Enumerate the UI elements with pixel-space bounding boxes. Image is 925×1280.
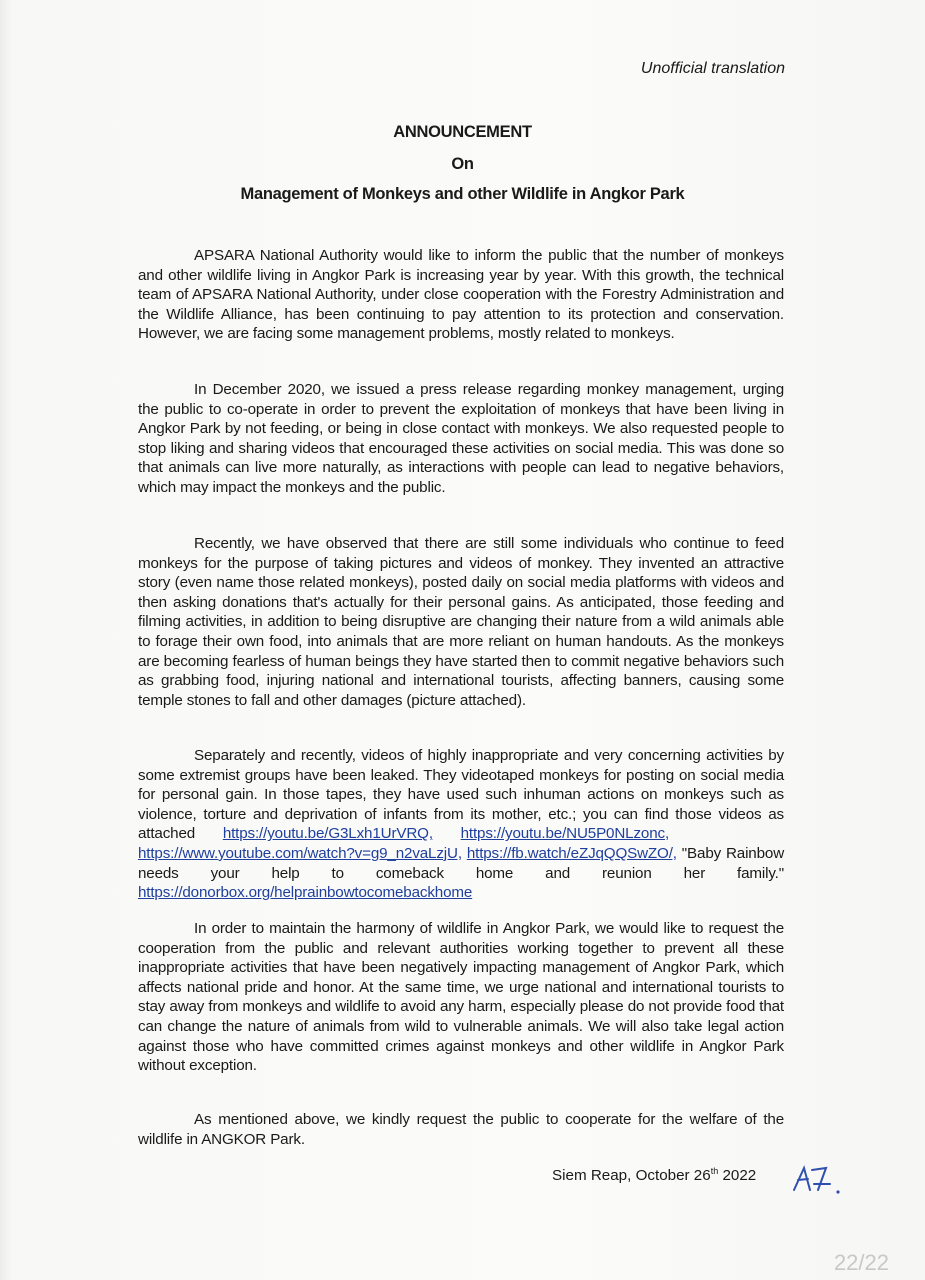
subject-heading: Management of Monkeys and other Wildlife in Angkor Park	[240, 185, 685, 203]
paragraph-1	[138, 246, 784, 344]
video-link-3[interactable]: https://www.youtube.com/watch?v=g9_n2vaLzjU,	[138, 844, 462, 862]
donation-link[interactable]: https://donorbox.org/helprainbowtocomebackhome	[138, 884, 473, 902]
page-number: 22/22	[833, 1250, 889, 1275]
paragraph-5-text: In order to maintain the harmony of wildlife in Angkor Park, we would like to request the cooperation from the public and relevant authorities working together to prevent all these inappropriate activities that have been negatively impacting management of Angkor Park, which affects national pride and honor. At the same time, we urge national and international tourists to stay away from monkeys and wildlife to avoid any harm, especially please do not provide food that can change the nature of animals from wild to vulnerable animals. We will also take legal action against those who have committed crimes against monkeys and other wildlife in Angkor Park without exception.	[138, 920, 784, 1075]
paragraph-3-text: Recently, we have observed that there are still some individuals who continue to feed monkeys for the purpose of taking pictures and videos of monkey. They invented an attractive story (even name those related monkeys), posted daily on social media platforms with videos and then asking donations that's actually for their personal gains. As anticipated, those feeding and filming activities, in addition to being disruptive are changing their nature from a wild animals able to forage their own food, into animals that are more reliant on human handouts. As the monkeys are becoming fearless of human beings they have started then to commit negative behaviors such as grabbing food, injuring national and international tourists, affecting banners, causing some temple stones to fall and other damages (picture attached).	[138, 535, 784, 709]
paragraph-2-text: In December 2020, we issued a press release regarding monkey management, urging the public to co-operate in order to prevent the exploitation of monkeys that have been living in Angkor Park by not feeding, or being in close contact with monkeys. We also requested people to stop liking and sharing videos that encouraged these activities on social media. This was done so that animals can live more naturally, as interactions with people can lead to negative behaviors, which may impact the monkeys and the public.	[138, 381, 784, 496]
announcement-heading: ANNOUNCEMENT	[393, 123, 532, 141]
paragraph-6-text: As mentioned above, we kindly request the public to cooperate for the welfare of the wildlife in ANGKOR Park.	[138, 1111, 784, 1148]
translation-note: Unofficial translation	[640, 60, 785, 77]
video-link-4[interactable]: https://fb.watch/eZJqQQSwZO/,	[466, 844, 677, 862]
paragraph-1-text: APSARA National Authority would like to inform the public that the number of monkeys and other wildlife living in Angkor Park is increasing year by year. With this growth, the technical team of APSARA National Authority, under close cooperation with the Forestry Administration and the Wildlife Alliance, has been continuing to pay attention to its protection and conservation. However, we are facing some management problems, mostly related to monkeys.	[138, 247, 784, 343]
video-link-2[interactable]: https://youtu.be/NU5P0NLzonc,	[460, 825, 670, 843]
signoff-place-date	[552, 1166, 756, 1184]
paragraph-4-quote: "Baby Rainbow needs your help to comeback home and reunion her family."	[138, 844, 785, 882]
on-heading: On	[451, 155, 474, 173]
signoff-date-text: Siem Reap, October 26	[552, 1167, 711, 1185]
paragraph-2	[138, 380, 784, 498]
paragraph-4-text: Separately and recently, videos of highly inappropriate and very concerning activities by some extremist groups have been leaked. They videotaped monkeys for posting on social media for personal gain. In those tapes, they have used such inhuman actions on monkeys such as violence, torture and deprivation of infants from its mother, etc.; you can find those videos as attached	[138, 747, 784, 843]
paragraph-6	[138, 1110, 784, 1149]
signoff-date-suffix: th	[710, 1166, 719, 1176]
signoff-year: 2022	[718, 1167, 757, 1185]
paragraph-4	[138, 746, 784, 903]
video-link-1[interactable]: https://youtu.be/G3Lxh1UrVRQ,	[222, 825, 433, 843]
paragraph-5	[138, 919, 784, 1076]
handwritten-initials	[790, 1160, 850, 1200]
paragraph-3	[138, 534, 784, 710]
